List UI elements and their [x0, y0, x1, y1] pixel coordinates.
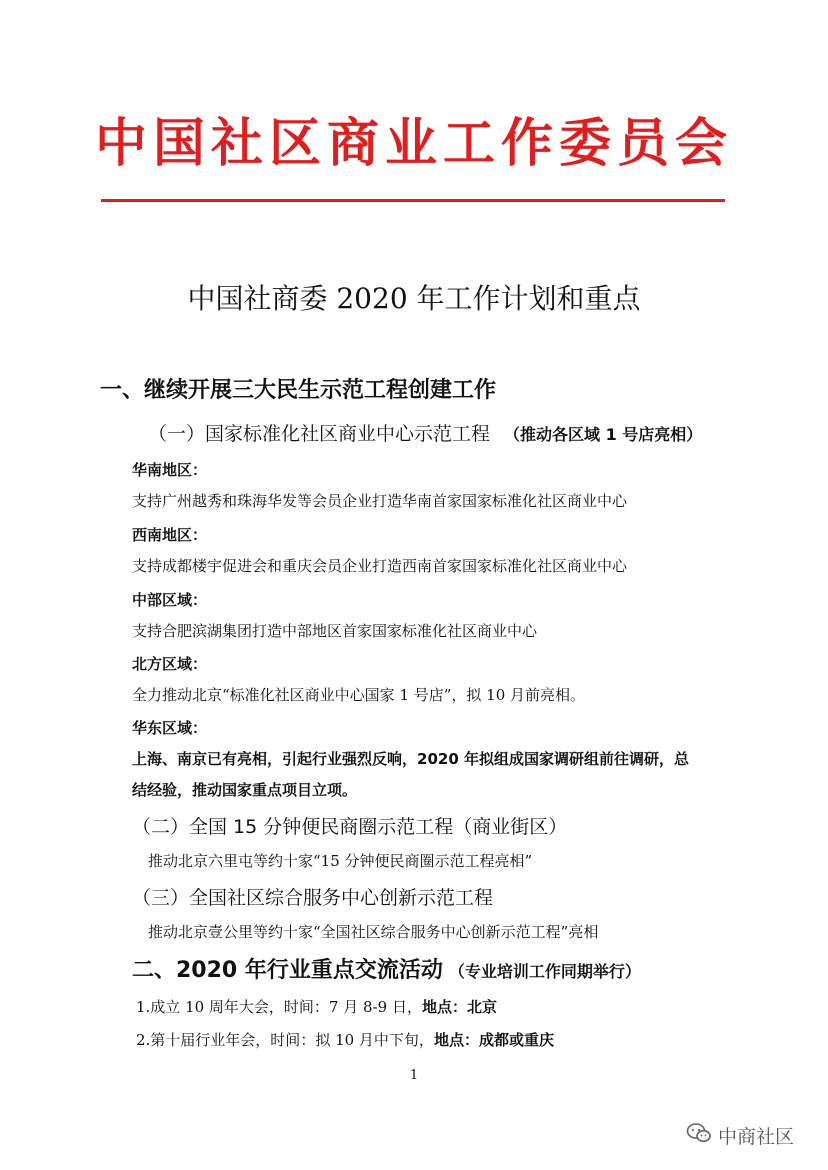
- section-2-note: （专业培训工作同期举行）: [448, 962, 641, 981]
- wechat-icon: [686, 1122, 712, 1149]
- list-item: [136, 996, 497, 1018]
- subsection-2-heading: （二）全国 15 分钟便民商圈示范工程（商业街区）: [132, 816, 568, 838]
- watermark-text: 中商社区: [718, 1126, 795, 1148]
- letterhead-divider: [101, 199, 725, 202]
- region-text: 支持成都楼宇促进会和重庆会员企业打造西南首家国家标准化社区商业中心: [132, 557, 628, 575]
- region-text: 上海、南京已有亮相，引起行业强烈反响，2020 年拟组成国家调研组前往调研，总: [132, 750, 689, 768]
- letterhead-title: 中国社区商业工作委员会: [94, 114, 733, 174]
- subsection-3-text: 推动北京壹公里等约十家“全国社区综合服务中心创新示范工程”亮相: [148, 923, 599, 941]
- event-location: 地点：成都或重庆: [433, 1031, 554, 1049]
- region-text: 全力推动北京“标准化社区商业中心国家 1 号店”，拟 10 月前亮相。: [132, 686, 586, 704]
- region-text: 结经验，推动国家重点项目立项。: [132, 781, 358, 799]
- region-label: 西南地区：: [132, 526, 208, 544]
- region-label: 华东区域：: [132, 719, 208, 737]
- subsection-1-title: （一）国家标准化社区商业中心示范工程: [148, 423, 491, 445]
- event-text: 1.成立 10 周年大会，时间：7 月 8-9 日，: [136, 998, 422, 1016]
- region-label: 北方区域：: [132, 655, 208, 673]
- region-label: 中部区域：: [132, 591, 208, 609]
- page-number: 1: [409, 1068, 419, 1083]
- section-2-title: 二、2020 年行业重点交流活动: [132, 958, 443, 983]
- watermark: [686, 1122, 794, 1149]
- subsection-2-text: 推动北京六里屯等约十家“15 分钟便民商圈示范工程亮相”: [148, 852, 533, 870]
- section-1-heading: 一、继续开展三大民生示范工程创建工作: [100, 378, 497, 403]
- region-label: 华南地区：: [132, 461, 208, 479]
- list-item: [136, 1029, 554, 1051]
- document-title: 中国社商委 2020 年工作计划和重点: [187, 282, 641, 315]
- region-text: 支持广州越秀和珠海华发等会员企业打造华南首家国家标准化社区商业中心: [132, 492, 628, 510]
- subsection-1-note: （推动各区域 1 号店亮相）: [504, 425, 703, 444]
- subsection-1-heading: [148, 421, 702, 448]
- region-text: 支持合肥滨湖集团打造中部地区首家国家标准化社区商业中心: [132, 622, 538, 640]
- event-location: 地点：北京: [421, 998, 497, 1016]
- section-2-heading: [132, 956, 641, 987]
- event-text: 2.第十届行业年会，时间：拟 10 月中下旬，: [136, 1031, 434, 1049]
- subsection-3-heading: （三）全国社区综合服务中心创新示范工程: [132, 887, 494, 909]
